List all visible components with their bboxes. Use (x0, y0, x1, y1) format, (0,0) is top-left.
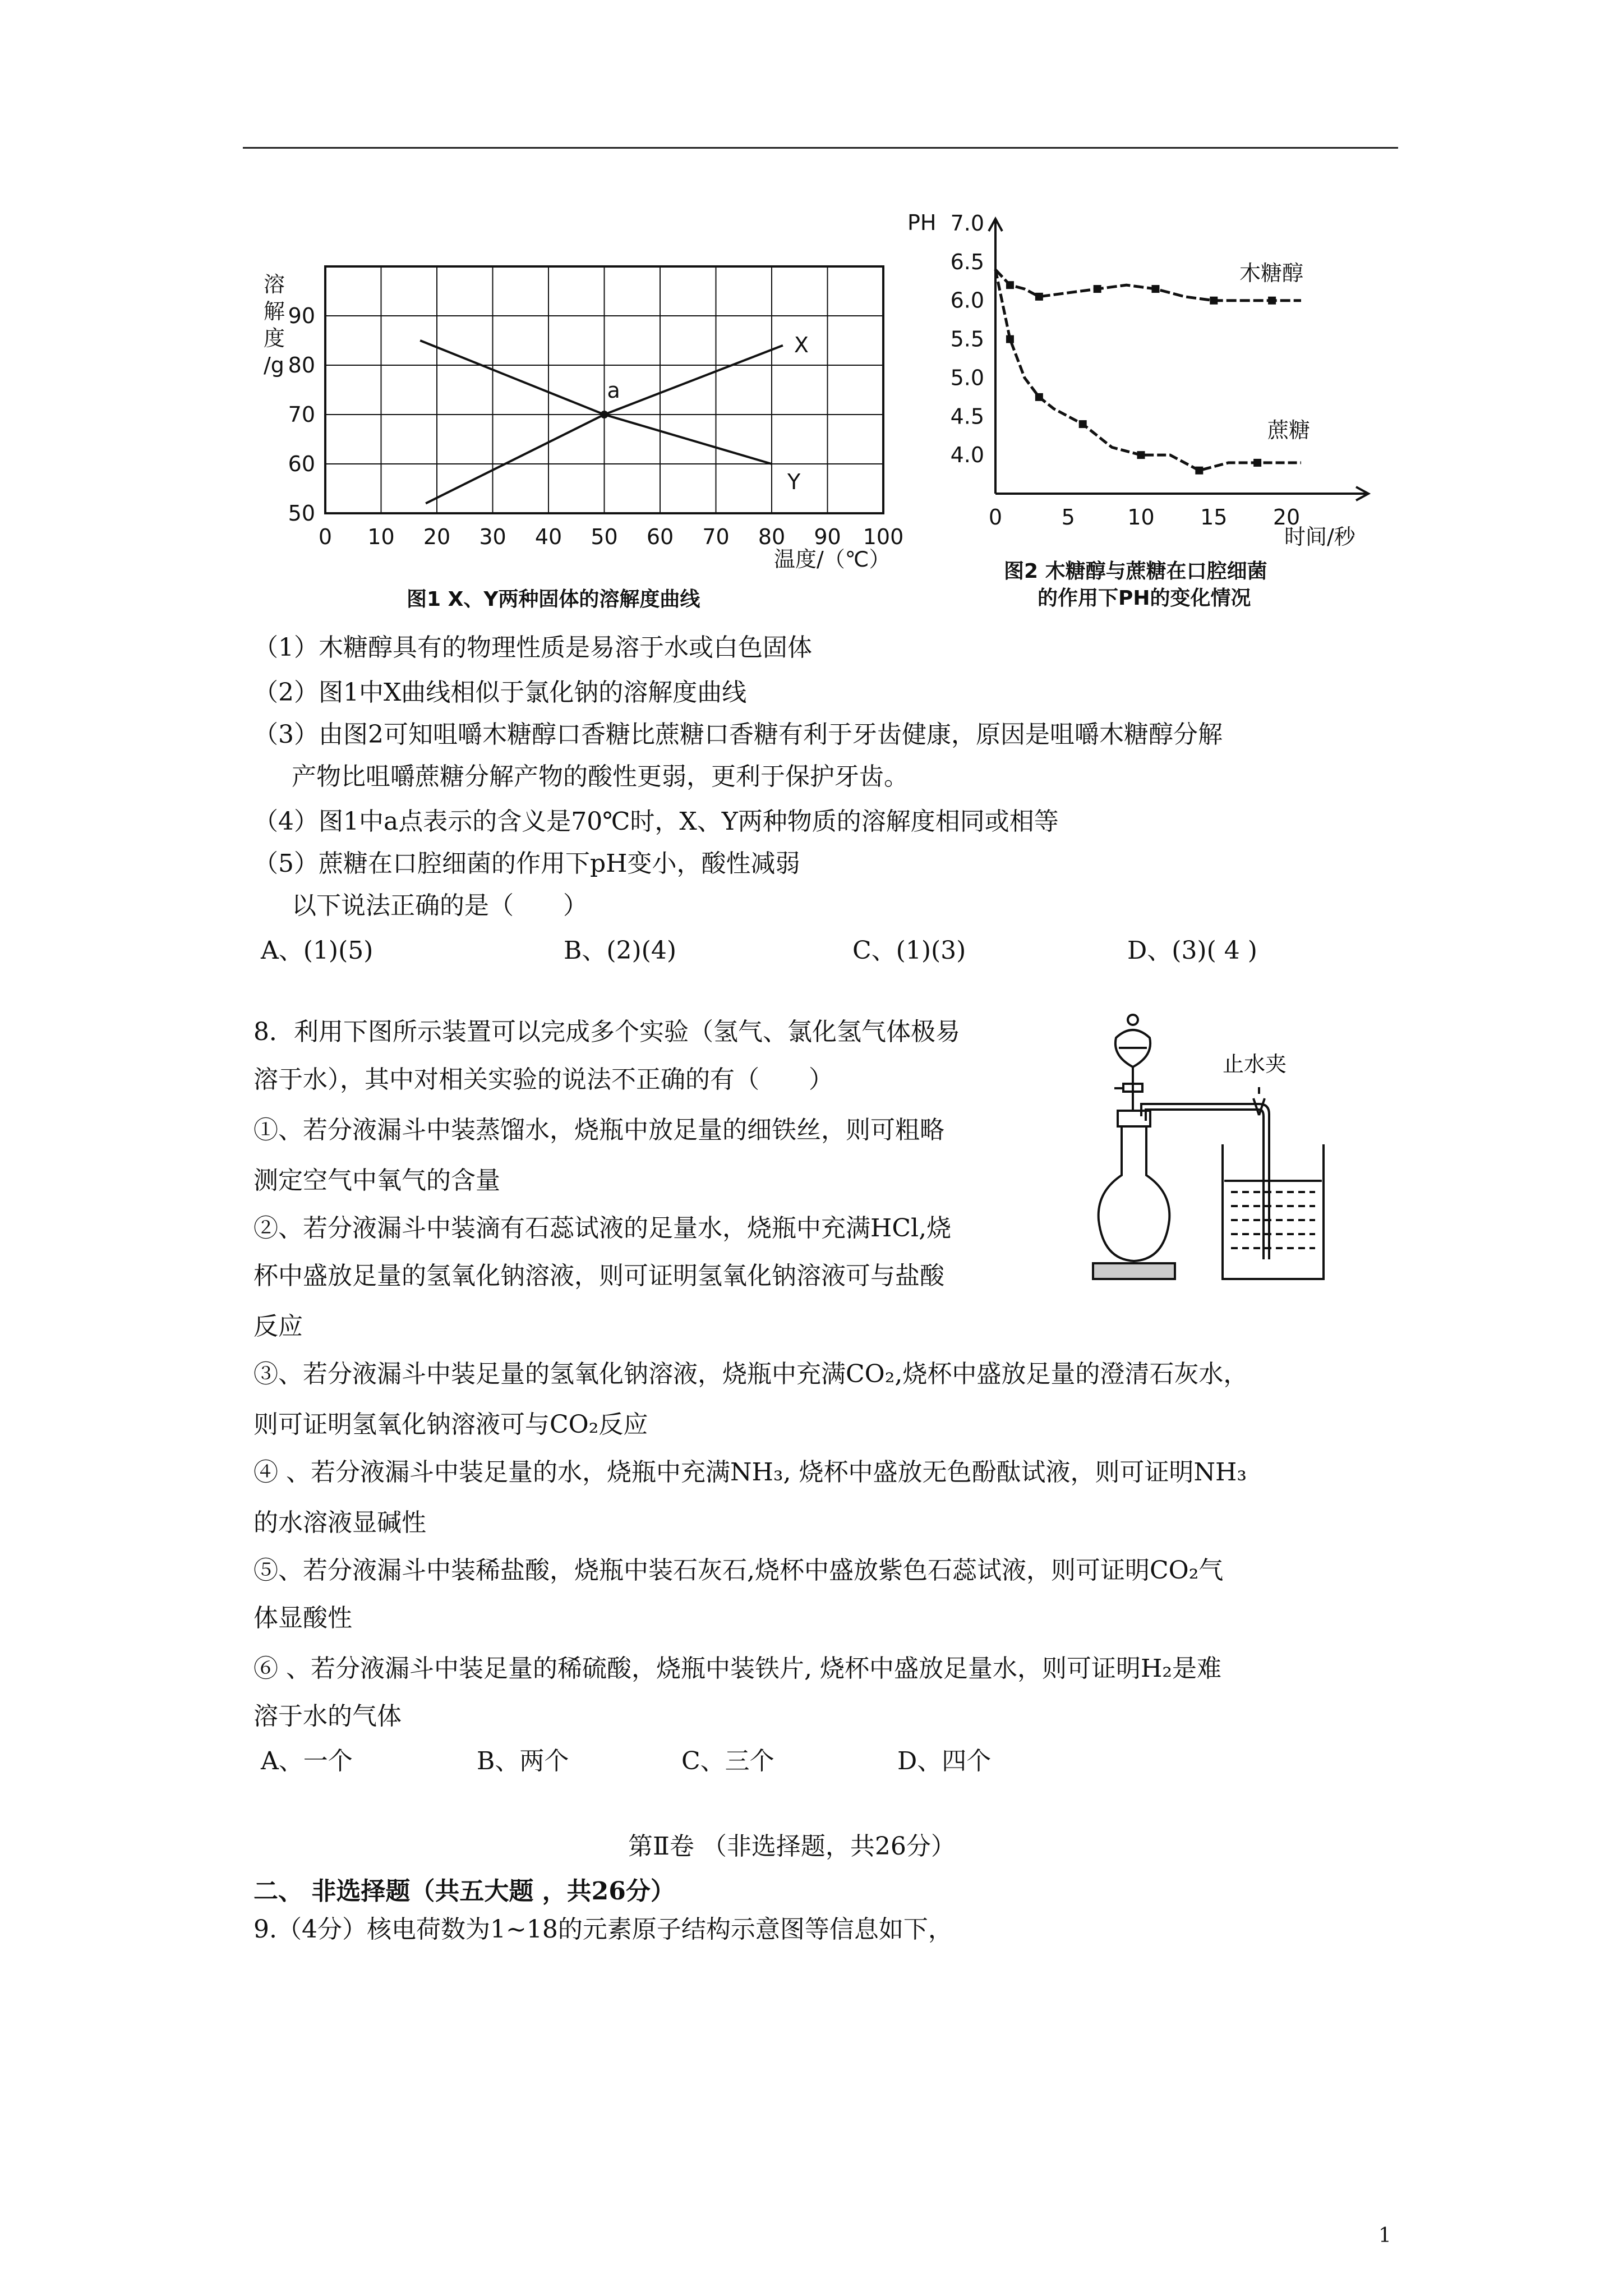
fig2-y-tick: 7.0 (950, 211, 984, 236)
q8-line-9: 则可证明氢氧化钠溶液可与CO₂反应 (253, 1410, 648, 1439)
fig2-y-tick: 5.5 (950, 326, 984, 352)
clamp-label: 止水夹 (1223, 1052, 1287, 1076)
q7-statement-3: （3）由图2可知咀嚼木糖醇口香糖比蔗糖口香糖有利于牙齿健康，原因是咀嚼木糖醇分解 (253, 720, 1223, 749)
fig2-x-tick: 20 (1272, 505, 1301, 530)
figure1-chart (247, 247, 904, 628)
q8-line-13: 体显酸性 (253, 1604, 352, 1632)
fig1-x-tick: 20 (423, 524, 451, 549)
q7-statement-4: （4）图1中a点表示的含义是70℃时，X、Y两种物质的溶解度相同或相等 (253, 807, 1059, 836)
fig2-marker (1195, 467, 1203, 475)
fig2-series (995, 270, 1301, 475)
fig1-x-tick: 30 (479, 524, 506, 549)
q8-option-c: C、三个 (681, 1747, 774, 1775)
fig1-y-tick: 60 (288, 452, 315, 476)
fig2-marker (1253, 459, 1261, 467)
q8-line-14: ⑥ 、若分液漏斗中装足量的稀硫酸，烧瓶中装铁片, 烧杯中盛放足量水，则可证明H₂是难 (253, 1654, 1221, 1683)
fig1-y-tick: 70 (288, 402, 315, 427)
fig2-x-tick: 10 (1127, 505, 1155, 530)
q7-statement-1: （1）木糖醇具有的物理性质是易溶于水或白色固体 (253, 633, 812, 662)
header-rule (243, 147, 1398, 149)
q8-line-5: ②、若分液漏斗中装滴有石蕊试液的足量水，烧瓶中充满HCl,烧 (253, 1214, 952, 1243)
fig2-marker (1006, 335, 1014, 343)
funnel-stopper (1128, 1015, 1138, 1025)
fig2-series-label-2: 蔗糖 (1267, 418, 1311, 443)
fig1-x-tick: 50 (591, 524, 618, 549)
figure2-chart (903, 202, 1408, 634)
q8-line-12: ⑤、若分液漏斗中装稀盐酸，烧瓶中装石灰石,烧杯中盛放紫色石蕊试液，则可证明CO₂气 (253, 1556, 1224, 1585)
fig2-ticks (950, 211, 1304, 530)
part2-section-heading: 二、 非选择题（共五大题 ，共26分） (253, 1877, 675, 1906)
fig1-line-Y (420, 341, 772, 464)
fig1-x-tick: 80 (758, 524, 786, 549)
q8-line-11: 的水溶液显碱性 (253, 1508, 426, 1537)
fig1-x-tick: 40 (534, 524, 562, 549)
page-number: 1 (1378, 2224, 1391, 2247)
q7-option-b: B、(2)(4) (564, 936, 676, 965)
fig1-x-tick: 10 (367, 524, 395, 549)
q7-statement-5: （5）蔗糖在口腔细菌的作用下pH变小，酸性减弱 (253, 849, 800, 878)
fig1-x-tick: 60 (646, 524, 674, 549)
q7-statement-2: （2）图1中X曲线相似于氯化钠的溶解度曲线 (253, 678, 747, 707)
fig2-marker (1094, 285, 1101, 293)
fig1-y-tick: 50 (288, 501, 315, 526)
q7-option-c: C、(1)(3) (852, 936, 966, 965)
q8-line-1: 8．利用下图所示装置可以完成多个实验（氢气、氯化氢气体极易 (253, 1018, 960, 1046)
fig1-x-tick: 100 (863, 524, 904, 549)
fig1-caption: 图1 X、Y两种固体的溶解度曲线 (407, 588, 700, 611)
q7-option-d: D、(3)( 4 ) (1127, 936, 1257, 965)
apparatus-diagram (1091, 1004, 1394, 1285)
q8-line-2: 溶于水），其中对相关实验的说法不正确的有（ ） (253, 1065, 833, 1094)
fig2-marker (1268, 297, 1276, 305)
fig2-marker (1137, 451, 1145, 459)
fig2-marker (1151, 285, 1159, 293)
fig1-y-tick: 90 (288, 303, 315, 328)
fig2-marker (1035, 393, 1043, 401)
fig1-x-tick: 90 (814, 524, 841, 549)
fig1-y-tick: 80 (288, 353, 315, 378)
q8-line-10: ④ 、若分液漏斗中装足量的水，烧瓶中充满NH₃, 烧杯中盛放无色酚酞试液，则可证明NH₃ (253, 1458, 1247, 1487)
q8-line-6: 杯中盛放足量的氢氧化钠溶液，则可证明氢氧化钠溶液可与盐酸 (253, 1262, 944, 1290)
fig1-ylabel-part: 解 (264, 299, 285, 324)
fig2-ylabel: PH (907, 210, 937, 235)
fig2-axes (989, 219, 1368, 500)
q8-option-b: B、两个 (477, 1747, 569, 1775)
fig2-caption-2: 的作用下PH的变化情况 (1038, 587, 1251, 610)
q9-line: 9.（4分）核电荷数为1~18的元素原子结构示意图等信息如下， (253, 1915, 953, 1944)
beaker (1223, 1144, 1324, 1279)
fig2-marker (1079, 420, 1087, 428)
q7-statement-3-cont: 产物比咀嚼蔗糖分解产物的酸性更弱，更利于保护牙齿。 (292, 762, 909, 791)
q8-line-15: 溶于水的气体 (253, 1702, 402, 1731)
fig1-xlabel: 温度/（℃） (774, 547, 891, 572)
fig1-ylabel (264, 272, 285, 378)
part2-title: 第Ⅱ卷 （非选择题，共26分） (628, 1832, 956, 1861)
fig2-marker (1035, 293, 1043, 301)
fig1-ylabel-part: 溶 (264, 272, 285, 297)
fig2-y-tick: 6.0 (950, 288, 984, 313)
fig2-x-tick: 0 (988, 505, 1003, 530)
fig1-ylabel-part: 度 (264, 326, 285, 351)
q8-option-a: A、一个 (261, 1747, 353, 1775)
fig1-x-tick: 70 (702, 524, 730, 549)
q8-line-4: 测定空气中氧气的含量 (253, 1166, 500, 1195)
fig2-y-tick: 4.0 (950, 443, 984, 468)
fig1-series-label-x: X (794, 332, 809, 357)
q7-option-a: A、(1)(5) (261, 936, 374, 965)
fig2-y-tick: 6.5 (950, 249, 984, 274)
q8-line-7: 反应 (253, 1312, 303, 1341)
fig1-point-a (601, 411, 608, 418)
flask (1099, 1126, 1170, 1261)
fig2-series-label-1: 木糖醇 (1239, 261, 1304, 286)
q8-line-8: ③、若分液漏斗中装足量的氢氧化钠溶液，烧瓶中充满CO₂,烧杯中盛放足量的澄清石灰水， (253, 1360, 1248, 1388)
fig2-y-tick: 4.5 (950, 404, 984, 429)
fig1-point-label: a (607, 378, 620, 403)
fig1-x-tick: 0 (318, 524, 333, 549)
fig2-x-tick: 15 (1200, 505, 1228, 530)
q8-line-3: ①、若分液漏斗中装蒸馏水，烧瓶中放足量的细铁丝，则可粗略 (253, 1116, 944, 1144)
fig1-ylabel-part: /g (264, 353, 284, 378)
heater-base (1093, 1263, 1175, 1279)
q8-option-d: D、四个 (897, 1747, 992, 1775)
fig2-xlabel: 时间/秒 (1284, 524, 1355, 549)
fig1-series-label-y: Y (787, 470, 801, 494)
fig2-x-tick: 5 (1061, 505, 1075, 530)
q7-prompt: 以下说法正确的是（ ） (292, 891, 588, 920)
fig2-marker (1006, 281, 1014, 289)
fig2-marker (1210, 297, 1218, 305)
fig2-y-tick: 5.0 (950, 365, 984, 390)
fig2-caption-1: 图2 木糖醇与蔗糖在口腔细菌 (1004, 560, 1267, 583)
